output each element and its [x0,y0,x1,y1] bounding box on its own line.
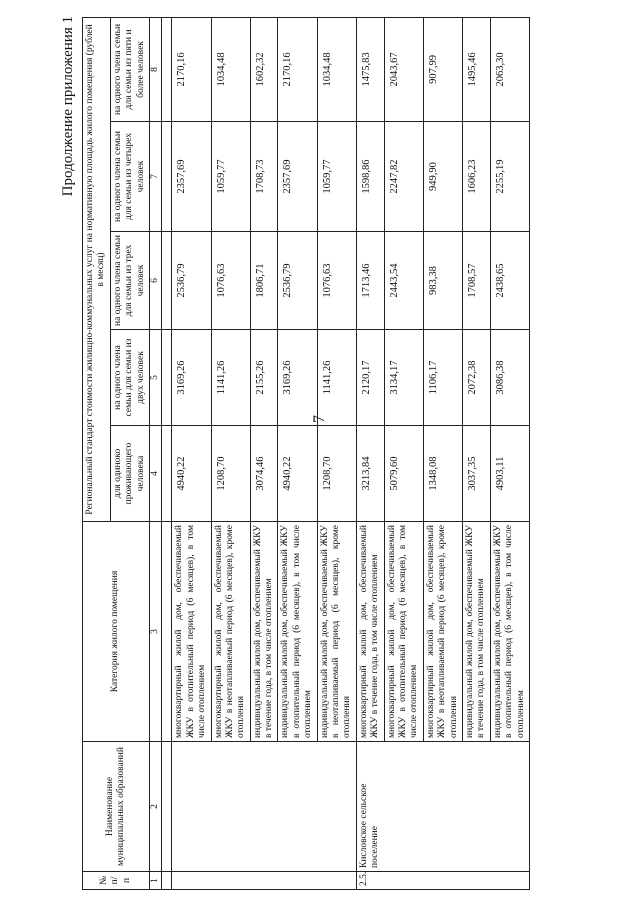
header-subcol-3: на одного члена семьи для семьи из трех человек [110,232,149,330]
value-cell: 949,90 [423,122,462,232]
section-num: 2.5. [356,872,529,890]
value-cell: 2247,82 [384,122,423,232]
section-num [172,872,356,890]
value-cell: 2443,54 [384,232,423,330]
value-cell: 1475,83 [356,17,384,121]
header-subcol-5: на одного члена семьи для семьи из пяти и более человек [110,17,149,121]
value-cell: 2357,69 [278,122,317,232]
category-cell: многоквартирный жилой дом, обеспечиваемый ЖКУ в неотапливаемый период (6 месяцев), кроме отопления [423,522,462,742]
header-subcol-1: для одиноко проживающего человека [110,426,149,522]
category-cell: индивидуальный жилой дом, обеспечиваемый ЖКУ в течение года, в том числе отоплением [462,522,490,742]
appendix-title: Продолжение приложения 1 [60,16,76,197]
column-number: 2 [149,742,161,872]
value-cell: 2170,16 [172,17,211,121]
value-cell: 2072,38 [462,330,490,426]
value-cell: 1598,86 [356,122,384,232]
value-cell: 1713,46 [356,232,384,330]
value-cell: 3037,35 [462,426,490,522]
category-cell: индивидуальный жилой дом, обеспечиваемый ЖКУ в отопительный период (6 месяцев), в том числе отоплением [278,522,317,742]
value-cell: 1208,70 [317,426,356,522]
value-cell: 1141,26 [317,330,356,426]
value-cell: 1806,71 [250,232,278,330]
value-cell: 1495,46 [462,17,490,121]
value-cell: 1059,77 [317,122,356,232]
value-cell: 1141,26 [211,330,250,426]
header-standard: Региональный стандарт стоимости жилищно-коммунальных услуг на нормативную площадь жилого помещения (рублей в месяц) [83,17,111,521]
category-cell: индивидуальный жилой дом, обеспечиваемый ЖКУ в течение года, в том числе отоплением [250,522,278,742]
column-number: 7 [149,122,161,232]
header-subcol-4: на одного члена семьи для семьи из четырех человек [110,122,149,232]
value-cell: 4940,22 [278,426,317,522]
table-row [356,17,384,889]
value-cell: 2536,79 [172,232,211,330]
value-cell: 3086,38 [490,330,529,426]
category-cell: индивидуальный жилой дом, обеспечиваемый ЖКУ в неотапливаемый период (6 месяцев), кроме отопления [317,522,356,742]
value-cell: 1708,73 [250,122,278,232]
municipality-name: Кисловское сельское поселение [356,742,529,872]
value-cell: 3169,26 [278,330,317,426]
housing-cost-table [82,17,530,890]
header-num: № п/п [83,872,150,890]
column-number-row [149,17,161,889]
value-cell: 983,38 [423,232,462,330]
municipality-name [172,742,356,872]
table-row [172,17,211,889]
header-subcol-2: на одного члена семьи для семьи из двух человек [110,330,149,426]
value-cell: 2043,67 [384,17,423,121]
value-cell: 3169,26 [172,330,211,426]
header-row-1 [83,17,111,889]
category-cell: многоквартирный жилой дом, обеспечиваемый ЖКУ в отопительный период (6 месяцев), в том числе отоплением [384,522,423,742]
page-number: 7 [311,415,328,423]
spacer-row [162,17,172,889]
value-cell: 2357,69 [172,122,211,232]
column-number: 1 [149,872,161,890]
header-municipality: Наименование муниципальных образований [83,742,150,872]
category-cell: многоквартирный жилой дом, обеспечиваемый ЖКУ в течение года, в том числе отоплением [356,522,384,742]
value-cell: 1034,48 [317,17,356,121]
category-cell: многоквартирный жилой дом, обеспечиваемый ЖКУ в отопительный период (6 месяцев), в том числе отоплением [172,522,211,742]
value-cell: 4903,11 [490,426,529,522]
value-cell: 1034,48 [211,17,250,121]
rotated-page [60,10,580,890]
column-number: 5 [149,330,161,426]
value-cell: 1348,08 [423,426,462,522]
value-cell: 1606,23 [462,122,490,232]
column-number: 8 [149,17,161,121]
value-cell: 907,99 [423,17,462,121]
column-number: 6 [149,232,161,330]
value-cell: 1602,32 [250,17,278,121]
value-cell: 2536,79 [278,232,317,330]
value-cell: 4940,22 [172,426,211,522]
column-number: 4 [149,426,161,522]
category-cell: индивидуальный жилой дом, обеспечиваемый ЖКУ в отопительный период (6 месяцев), в том числе отоплением [490,522,529,742]
value-cell: 5079,60 [384,426,423,522]
value-cell: 2255,19 [490,122,529,232]
value-cell: 1076,63 [211,232,250,330]
value-cell: 2063,30 [490,17,529,121]
value-cell: 2438,65 [490,232,529,330]
value-cell: 1076,63 [317,232,356,330]
value-cell: 2170,16 [278,17,317,121]
column-number: 3 [149,522,161,742]
category-cell: многоквартирный жилой дом, обеспечиваемый ЖКУ в неотапливаемый период (6 месяцев), кроме отопления [211,522,250,742]
value-cell: 3074,46 [250,426,278,522]
value-cell: 2155,26 [250,330,278,426]
value-cell: 2120,17 [356,330,384,426]
value-cell: 1106,17 [423,330,462,426]
value-cell: 3134,17 [384,330,423,426]
value-cell: 3213,84 [356,426,384,522]
value-cell: 1059,77 [211,122,250,232]
header-category: Категория жилого помещения [83,522,150,742]
value-cell: 1708,57 [462,232,490,330]
value-cell: 1208,70 [211,426,250,522]
